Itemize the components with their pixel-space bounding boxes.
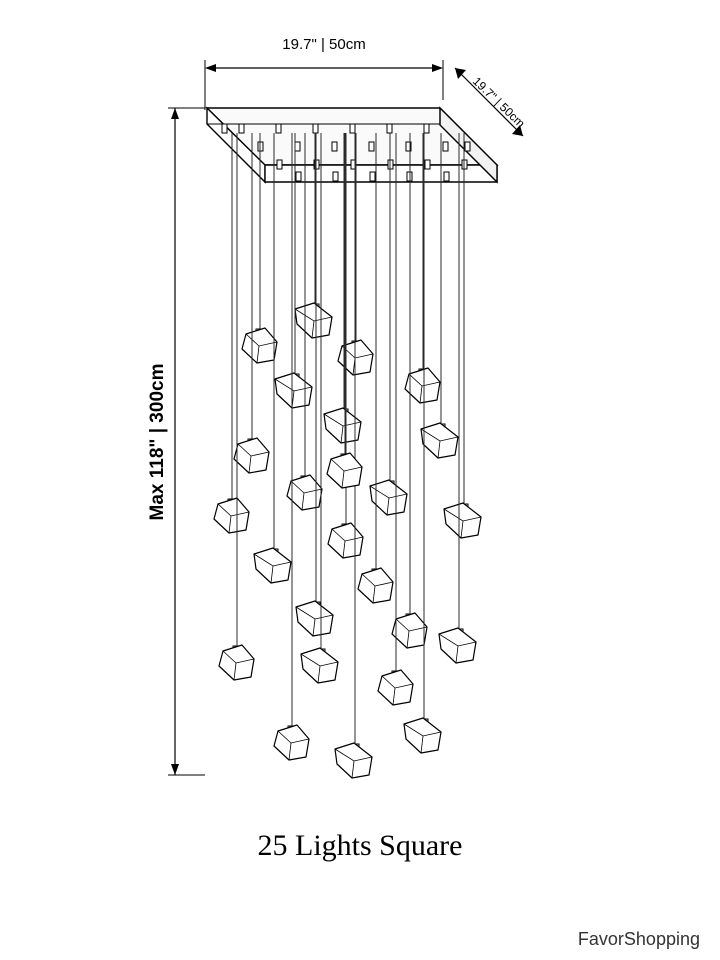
depth-dimension-label: 19.7" | 50cm: [469, 74, 528, 131]
lamp-unit: [301, 133, 338, 683]
lamp-unit: [234, 133, 269, 473]
height-dimension: [147, 108, 205, 775]
width-dimension-label: 19.7" | 50cm: [282, 36, 366, 53]
lamp-unit: [444, 133, 481, 538]
lamp-group: [214, 133, 481, 778]
lamp-unit: [439, 133, 476, 663]
canopy-plate: [207, 108, 497, 182]
height-dimension-label: Max 118" | 300cm: [147, 363, 168, 521]
brand-watermark: FavorShopping: [577, 929, 700, 949]
depth-dimension: [455, 68, 528, 136]
diagram-caption: 25 Lights Square: [257, 829, 463, 862]
width-dimension: [205, 36, 443, 110]
lamp-unit: [219, 133, 254, 680]
lamp-unit: [214, 133, 249, 533]
